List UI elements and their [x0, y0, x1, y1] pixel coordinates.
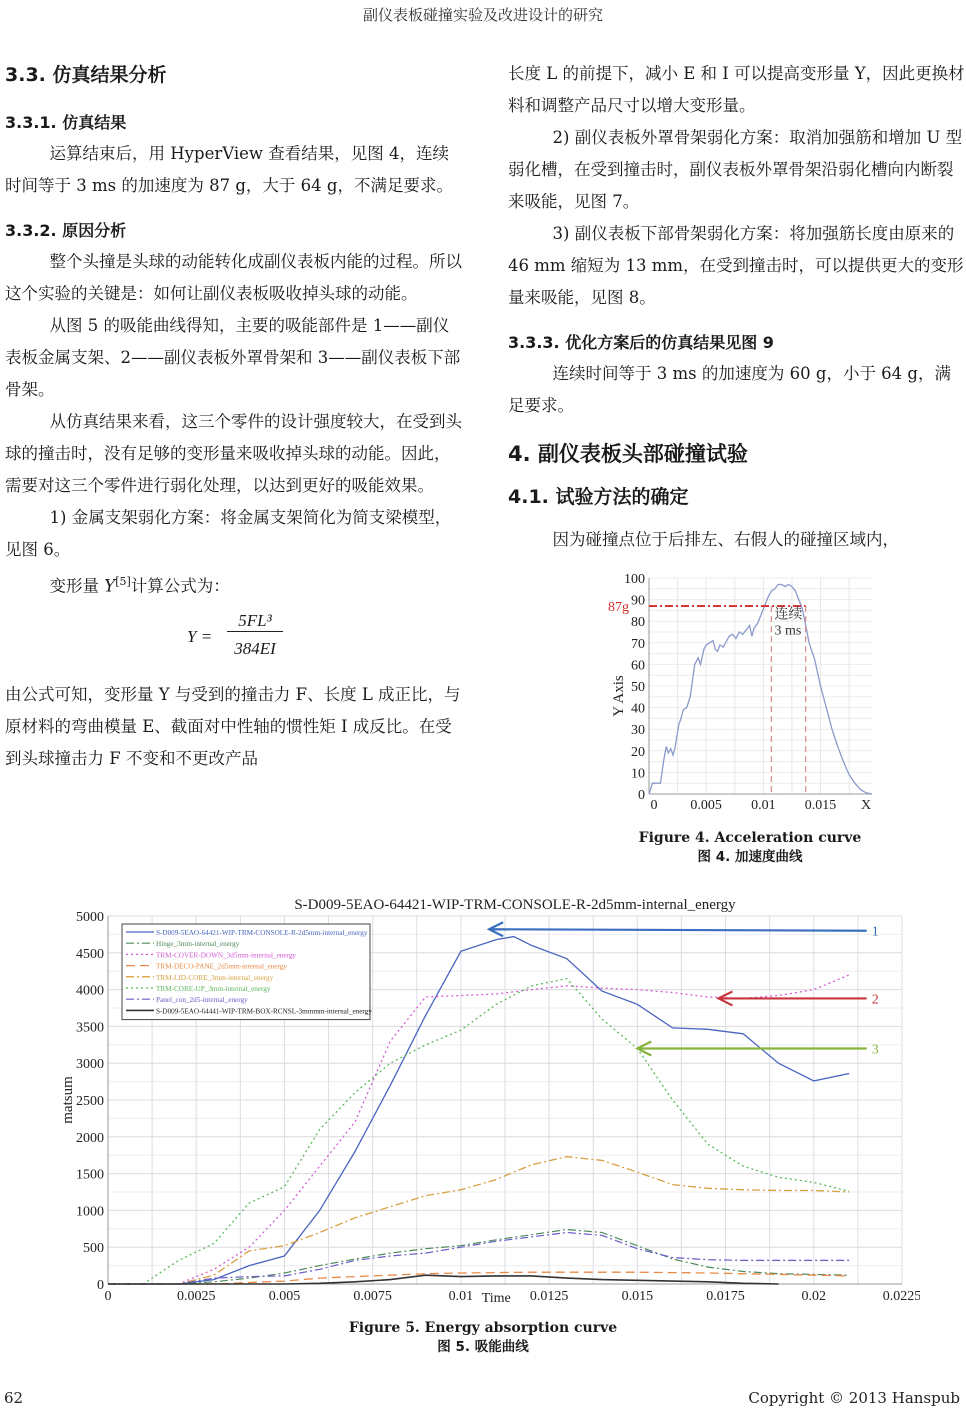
formula-intro-suffix: 计算公式为： [130, 576, 230, 596]
paragraph-scheme-2: 2) 副仪表板外罩骨架弱化方案：取消加强筋和增加 U 型弱化槽，在受到撞击时，副仪表板外罩骨架沿弱化槽向内断裂来吸能，见图 7。 [508, 128, 963, 211]
callout-arrow-shaft-1 [489, 929, 867, 930]
section-3-3-heading: 3.3. 仿真结果分析 [5, 64, 167, 86]
y-tick-label: 50 [631, 680, 645, 695]
figure-4-acceleration-chart [595, 565, 885, 815]
threshold-label: 87g [608, 600, 629, 616]
energy-chart-svg [40, 890, 920, 1310]
legend-entry-label: TRM-LID-CORE_3mm-internal_energy [156, 973, 274, 982]
right-column [508, 58, 966, 556]
x-tick-label: 0 [104, 1289, 112, 1304]
y-tick-label: 70 [631, 636, 645, 652]
figure-4-caption-zh: 图 4. 加速度曲线 [697, 849, 803, 865]
x-tick-label: 0.005 [690, 798, 722, 813]
y-tick-label: 0 [638, 788, 645, 803]
x-tick-label: 0.0025 [176, 1289, 216, 1304]
legend-entry-label: TRM-COVER-DOWN_3d5mm-internal_energy [156, 951, 296, 960]
figure-4-caption [560, 829, 940, 867]
section-4-1-heading: 4.1. 试验方法的确定 [508, 486, 689, 508]
page-number: 62 [4, 1389, 24, 1407]
y-tick-label: 40 [631, 701, 645, 717]
formula-intro-variable: Y [104, 576, 116, 596]
y-tick-label: 10 [631, 766, 645, 782]
paragraph-continued: 长度 L 的前提下，减小 E 和 I 可以提高变形量 Y，因此更换材料和调整产品尺寸以增大变形量。 [508, 64, 965, 115]
paragraph-formula-explanation: 由公式可知，变形量 Y 与受到的撞击力 F、长度 L 成正比，与原材料的弯曲模量 E、截面对中性轴的惯性矩 I 成反比。在受到头球撞击力 F 不变和不更改产品 [5, 684, 461, 768]
section-4-heading: 4. 副仪表板头部碰撞试验 [508, 442, 748, 466]
x-tick-label: 0.01 [751, 798, 776, 813]
paragraph-optimized-result: 连续时间等于 3 ms 的加速度为 60 g，小于 64 g，满足要求。 [508, 364, 951, 415]
x-tick-label: 0.0125 [529, 1289, 569, 1304]
y-tick-label: 4000 [76, 983, 104, 999]
x-tick-label: 0.01 [448, 1289, 474, 1304]
legend-entry-label: Hinge_3mm-internal_energy [156, 940, 240, 949]
formula-intro-prefix: 变形量 [49, 576, 105, 596]
paragraph-cause-1: 整个头撞是头球的动能转化成副仪表板内能的过程。所以这个实验的关键是：如何让副仪表板吸收掉头球的动能。 [5, 252, 463, 303]
formula-numerator: 5FL³ [227, 611, 283, 632]
paragraph-cause-2: 从图 5 的吸能曲线得知，主要的吸能部件是 1——副仪表板金属支架、2——副仪表板外罩骨架和 3——副仪表板下部骨架。 [5, 316, 461, 399]
y-tick-label: 20 [631, 744, 645, 760]
y-axis-label: matsum [60, 1076, 76, 1124]
paragraph-cause-3: 从仿真结果来看，这三个零件的设计强度较大，在受到头球的撞击时，没有足够的变形量来吸收掉头球的动能。因此，需要对这三个零件进行弱化处理，以达到更好的吸能效果。 [5, 412, 463, 495]
y-tick-label: 0 [97, 1278, 104, 1293]
acceleration-chart-svg [595, 565, 885, 815]
y-tick-label: 1500 [76, 1167, 104, 1183]
x-tick-label: 0.0075 [353, 1289, 392, 1304]
y-tick-label: 4500 [76, 946, 104, 962]
duration-annotation-text: 3 ms [774, 623, 802, 639]
x-tick-label: 0.005 [268, 1289, 301, 1304]
y-tick-label: 500 [83, 1241, 104, 1257]
figure-5-caption-zh: 图 5. 吸能曲线 [437, 1339, 529, 1355]
callout-number-2: 2 [871, 992, 879, 1008]
y-tick-label: 2500 [76, 1094, 104, 1109]
section-3-3-3-heading: 3.3.3. 优化方案后的仿真结果见图 9 [508, 333, 774, 352]
left-column [5, 58, 463, 775]
legend-entry-label: S-D009-5EAO-64441-WIP-TRM-BOX-RCNSL-3mmmm-internal_energy [156, 1007, 372, 1016]
running-title: 副仪表板碰撞实验及改进设计的研究 [362, 6, 603, 24]
energy-series-line-5 [108, 1157, 849, 1284]
citation-ref: [5] [115, 575, 131, 588]
duration-annotation-text: 连续 [774, 607, 803, 623]
section-3-3-1-heading: 3.3.1. 仿真结果 [5, 113, 127, 132]
paragraph-scheme-1: 1) 金属支架弱化方案：将金属支架简化为简支梁模型，见图 6。 [5, 508, 452, 559]
formula-denominator: 384EI [234, 638, 276, 658]
chart-title: S-D009-5EAO-64421-WIP-TRM-CONSOLE-R-2d5mm-internal_energy [294, 897, 736, 913]
x-tick-label: 0.015 [621, 1289, 654, 1304]
legend-entry-label: S-D009-5EAO-64421-WIP-TRM-CONSOLE-R-2d5mm-internal_energy [156, 929, 368, 937]
paragraph-test-method: 因为碰撞点位于后排左、右假人的碰撞区域内， [552, 530, 900, 549]
y-tick-label: 5000 [76, 910, 104, 925]
copyright-notice: Copyright © 2013 Hanspub [748, 1389, 960, 1407]
y-tick-label: 30 [631, 723, 645, 739]
legend-box [122, 924, 370, 1020]
formula-deflection [5, 607, 463, 671]
y-tick-label: 3500 [76, 1020, 104, 1036]
y-tick-label: 80 [631, 615, 645, 631]
x-tick-label: 0.015 [804, 798, 837, 813]
x-tick-label: 0.02 [801, 1289, 827, 1304]
y-tick-label: 2000 [76, 1130, 104, 1146]
x-tick-label: 0.0225 [882, 1289, 920, 1304]
callout-number-3: 3 [871, 1042, 879, 1058]
x-tick-label: 0 [650, 798, 658, 813]
energy-series-line-3 [108, 975, 849, 1284]
acceleration-series-line [649, 585, 872, 795]
energy-series-line-6 [108, 979, 849, 1284]
y-axis-label: Y Axis [611, 675, 627, 717]
legend-entry-label: Panel_con_2d5-internal_energy [156, 996, 248, 1005]
y-tick-label: 60 [631, 658, 645, 674]
paragraph-sim-result: 运算结束后，用 HyperView 查看结果，见图 4，连续时间等于 3 ms 的加速度为 87 g，大于 64 g，不满足要求。 [5, 144, 453, 195]
y-tick-label: 90 [631, 593, 645, 609]
figure-5-caption [283, 1319, 683, 1357]
paragraph-scheme-3: 3) 副仪表板下部骨架弱化方案：将加强筋长度由原来的 46 mm 缩短为 13 mm，在受到撞击时，可以提供更大的变形量来吸能，见图 8。 [508, 224, 964, 307]
figure-4-caption-en: Figure 4. Acceleration curve [638, 830, 862, 846]
y-tick-label: 1000 [76, 1204, 104, 1220]
x-tick-label: 0.0175 [706, 1289, 745, 1304]
legend-entry-label: TRM-DECO-PANE_2d5mm-internal_energy [156, 962, 287, 971]
formula-lhs: Y = [187, 626, 213, 646]
paragraph-formula-intro [5, 566, 463, 603]
y-tick-label: 3000 [76, 1057, 104, 1073]
figure-5-energy-chart [40, 890, 920, 1310]
callout-number-1: 1 [871, 924, 879, 940]
y-tick-label: 100 [624, 572, 645, 587]
x-axis-label: X [860, 798, 872, 813]
section-3-3-2-heading: 3.3.2. 原因分析 [5, 221, 127, 240]
figure-5-caption-en: Figure 5. Energy absorption curve [348, 1320, 618, 1336]
legend-entry-label: TRM-CORE-UP_3mm-internal_energy [156, 985, 271, 993]
x-axis-label: Time [481, 1291, 511, 1306]
